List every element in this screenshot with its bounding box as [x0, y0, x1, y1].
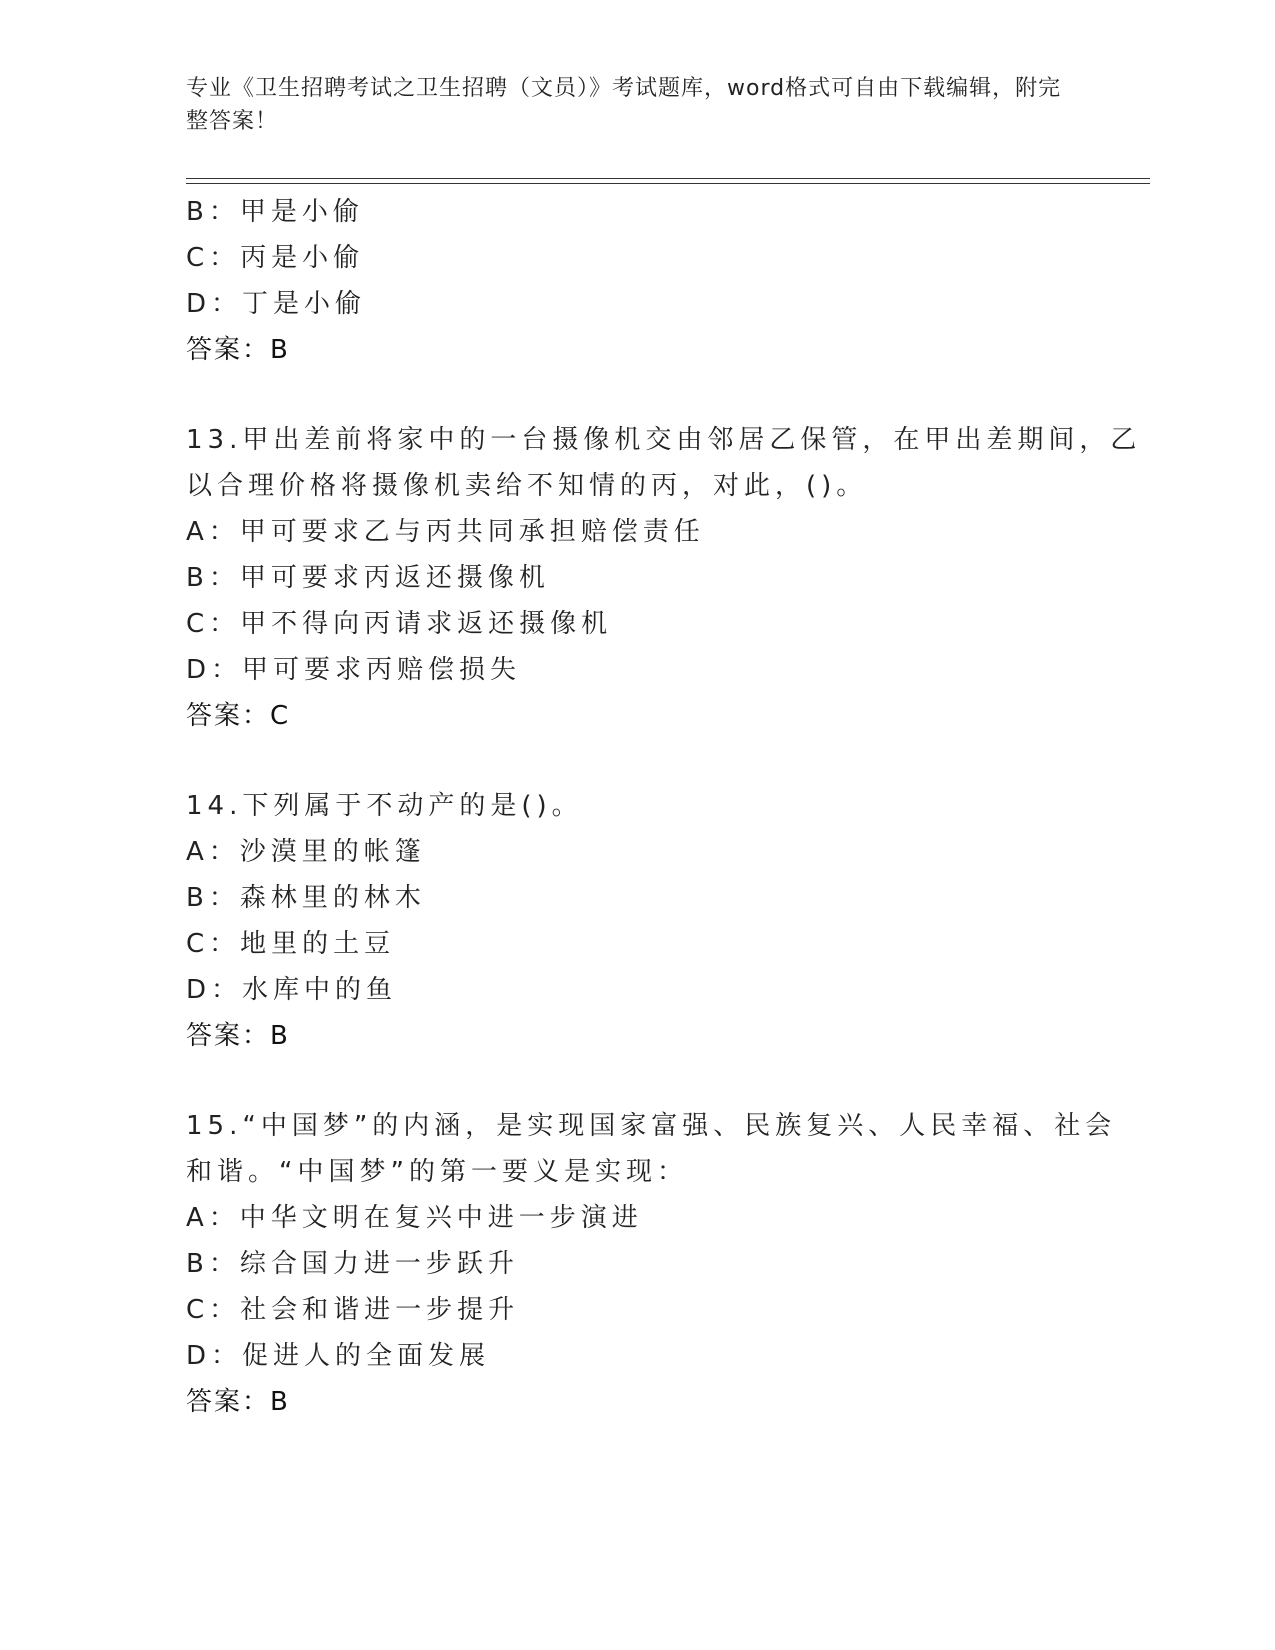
option-c: C：丙是小偷 [186, 243, 365, 273]
option-c: C：甲不得向丙请求返还摄像机 [186, 609, 613, 639]
option-d: D：促进人的全面发展 [186, 1341, 491, 1371]
document-header: 专业《卫生招聘考试之卫生招聘（文员）》考试题库，word格式可自由下载编辑，附完整答案！ [186, 76, 1062, 134]
answer-line: 答案：B [186, 335, 290, 365]
header-divider-bottom [186, 183, 1150, 184]
spacer [186, 1059, 1086, 1103]
option-d: D：水库中的鱼 [186, 975, 398, 1005]
question-14 [186, 783, 1086, 1059]
answer-line: 答案：B [186, 1387, 290, 1417]
question-stem-line: 14.下列属于不动产的是()。 [186, 791, 583, 821]
answer-line: 答案：B [186, 1021, 290, 1051]
option-b: B：森林里的林木 [186, 883, 426, 913]
question-stem-line: 和谐。“中国梦”的第一要义是实现： [186, 1157, 688, 1187]
question-15 [186, 1103, 1117, 1425]
option-a: A：沙漠里的帐篷 [186, 837, 426, 867]
header-divider-top [186, 178, 1150, 179]
option-c: C：地里的土豆 [186, 929, 396, 959]
question-list [186, 189, 1142, 1425]
option-b: B：综合国力进一步跃升 [186, 1249, 519, 1279]
option-d: D：丁是小偷 [186, 289, 367, 319]
option-b: B：甲是小偷 [186, 197, 364, 227]
option-c: C：社会和谐进一步提升 [186, 1295, 520, 1325]
option-d: D：甲可要求丙赔偿损失 [186, 655, 522, 685]
question-stem-line: 15.“中国梦”的内涵，是实现国家富强、民族复兴、人民幸福、社会 [186, 1111, 1117, 1141]
question-stem-line: 13.甲出差前将家中的一台摄像机交由邻居乙保管，在甲出差期间，乙 [186, 425, 1142, 455]
question-stem-line: 以合理价格将摄像机卖给不知情的丙，对此，()。 [186, 471, 868, 501]
answer-line: 答案：C [186, 701, 291, 731]
question-13 [186, 417, 1142, 739]
option-a: A：中华文明在复兴中进一步演进 [186, 1203, 643, 1233]
option-a: A：甲可要求乙与丙共同承担赔偿责任 [186, 517, 705, 547]
spacer [186, 373, 1086, 417]
question-fragment [186, 189, 1086, 373]
option-b: B：甲可要求丙返还摄像机 [186, 563, 550, 593]
spacer [186, 739, 1086, 783]
